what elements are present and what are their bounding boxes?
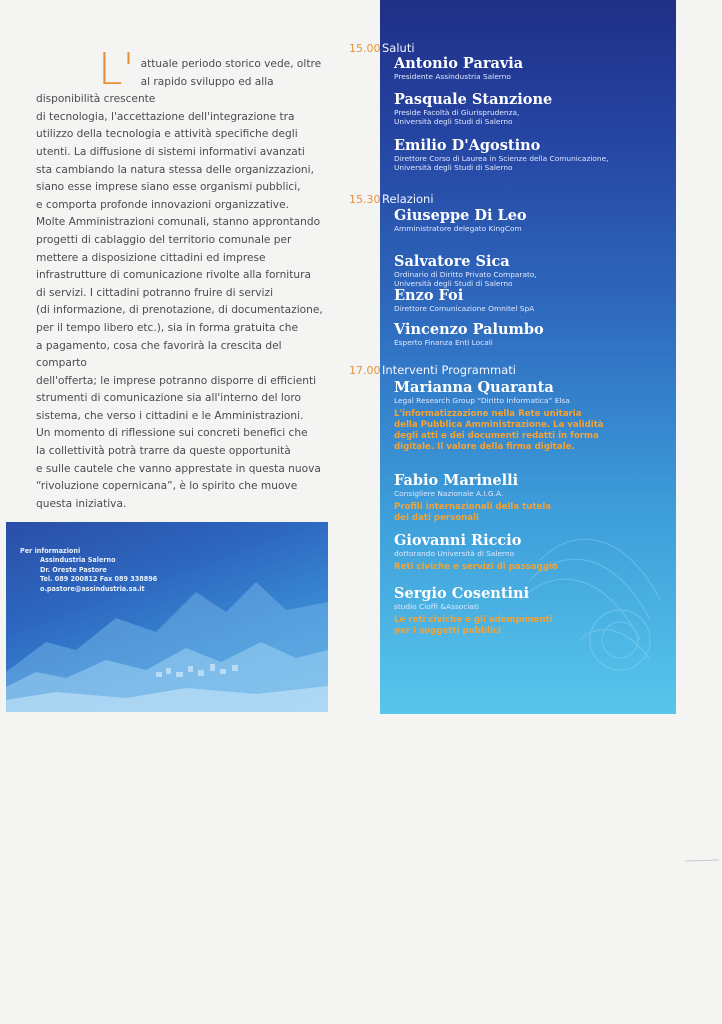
speaker-role: Amministratore delegato KingCom: [394, 224, 522, 233]
intro-line: di tecnologia, l'accettazione dell'integrazione tra: [36, 110, 295, 123]
speaker-role: Università degli Studi di Salerno: [394, 117, 513, 127]
speaker-entry: [394, 288, 674, 313]
speaker-name: Sergio Cosentini: [394, 585, 530, 602]
speaker-role: Legal Research Group “Diritto Informatica” Elsa: [394, 396, 570, 405]
session-title: Saluti: [382, 41, 415, 55]
intro-line: Un momento di riflessione sui concreti benefici che: [36, 427, 308, 440]
topic-line: per i soggetti pubblici: [394, 626, 501, 637]
speaker-name: Antonio Paravia: [394, 55, 524, 72]
topic-line: Reti civiche e servizi di passaggio: [394, 562, 558, 573]
speaker-entry: [394, 138, 674, 173]
intro-line: utilizzo della tecnologia e attività specifiche degli: [36, 128, 298, 141]
info-email[interactable]: o.pastore@assindustria.sa.it: [40, 583, 145, 593]
session-title: Relazioni: [382, 192, 434, 206]
speaker-entry: [394, 586, 674, 637]
speaker-entry: [394, 533, 674, 573]
speaker-role: Presidente Assindustria Salerno: [394, 72, 511, 81]
speaker-name: Giuseppe Di Leo: [394, 207, 527, 224]
intro-line: (di informazione, di prenotazione, di documentazione,: [36, 304, 323, 317]
speaker-role: Preside Facoltà di Giurisprudenza,: [394, 108, 520, 117]
speaker-name: Salvatore Sica: [394, 253, 510, 270]
topic-line: digitale. Il valore della firma digitale.: [394, 441, 575, 452]
session-title: Interventi Programmati: [382, 363, 516, 377]
intro-line: dell'offerta; le imprese potranno disporre di efficienti: [36, 374, 317, 387]
intro-line: mettere a disposizione cittadini ed imprese: [36, 251, 266, 264]
speaker-name: Emilio D'Agostino: [394, 137, 541, 154]
session-time: 15.30: [349, 193, 381, 206]
speaker-entry: [394, 92, 674, 127]
intro-line: a pagamento, cosa che favorirà la crescita del comparto: [36, 339, 282, 370]
speaker-entry: [394, 56, 674, 81]
talk-topic: [394, 615, 674, 637]
topic-line: della Pubblica Amministrazione. La validità: [394, 420, 604, 431]
topic-line: L'informatizzazione nella Rete unitaria: [394, 409, 582, 420]
intro-line: di servizi. I cittadini potranno fruire di servizi: [36, 286, 274, 299]
talk-topic: [394, 502, 674, 524]
speaker-name: Marianna Quaranta: [394, 379, 554, 396]
speaker-name: Vincenzo Palumbo: [394, 321, 544, 338]
intro-line: sistema, che verso i cittadini e le Amministrazioni.: [36, 409, 304, 422]
speaker-name: Fabio Marinelli: [394, 472, 519, 489]
speaker-name: Giovanni Riccio: [394, 532, 522, 549]
speaker-role: Esperto Finanza Enti Locali: [394, 338, 493, 347]
topic-line: Profili internazionali della tutela: [394, 502, 552, 513]
speaker-role: Università degli Studi di Salerno: [394, 279, 513, 289]
topic-line: degli atti e dei documenti redatti in forma: [394, 431, 599, 441]
topic-line: Le reti civiche e gli adempimenti: [394, 615, 553, 626]
speaker-entry: [394, 473, 674, 524]
speaker-entry: [394, 322, 674, 347]
speaker-role: Ordinario di Diritto Privato Comparato,: [394, 270, 537, 279]
speaker-role: studio Cioffi &Associati: [394, 602, 479, 611]
speaker-role: Università degli Studi di Salerno: [394, 163, 513, 173]
intro-line: progetti di cablaggio del territorio comunale per: [36, 233, 292, 246]
intro-line: Molte Amministrazioni comunali, stanno approntando: [36, 216, 321, 229]
speaker-name: Enzo Foi: [394, 287, 464, 304]
info-phone: Tel. 089 200812 Fax 089 338896: [40, 574, 158, 584]
speaker-role: Consigliere Nazionale A.I.G.A.: [394, 489, 504, 498]
talk-topic: [394, 562, 674, 573]
speaker-name: Pasquale Stanzione: [394, 91, 553, 108]
intro-line: sta cambiando la natura stessa delle organizzazioni,: [36, 163, 314, 176]
intro-line: per il tempo libero etc.), sia in forma gratuita che: [36, 321, 298, 334]
session-time: 17.00: [349, 364, 381, 377]
info-contact-person: Dr. Oreste Pastore: [40, 564, 107, 574]
intro-line: utenti. La diffusione di sistemi informativi avanzati: [36, 145, 305, 158]
topic-line: dei dati personali: [394, 513, 479, 524]
speaker-entry: [394, 208, 674, 233]
contact-info: [20, 546, 157, 593]
speaker-role: Direttore Comunicazione Omnitel SpA: [394, 304, 535, 313]
intro-paragraph: [36, 56, 326, 513]
drop-cap: L': [98, 44, 135, 95]
intro-line: “rivoluzione copernicana”, è lo spirito che muove: [36, 480, 298, 493]
intro-line: siano esse imprese siano esse organismi pubblici,: [36, 181, 301, 194]
speaker-entry: [394, 380, 674, 453]
speaker-entry: [394, 254, 674, 289]
intro-line: la collettività potrà trarre da queste opportunità: [36, 445, 291, 458]
scan-mark: [685, 856, 719, 866]
intro-line: questa iniziativa.: [36, 497, 127, 510]
intro-line: attuale periodo storico vede, oltre: [140, 58, 322, 70]
intro-line: infrastrutture di comunicazione rivolte alla fornitura: [36, 269, 311, 282]
intro-line: e comporta profonde innovazioni organizzative.: [36, 198, 289, 211]
session-time: 15.00: [349, 42, 381, 55]
info-org: Assindustria Salerno: [40, 555, 116, 565]
intro-text: [36, 44, 326, 513]
intro-line: al rapido sviluppo ed alla disponibilità crescente: [36, 75, 274, 106]
speaker-role: dottorando Università di Salerno: [394, 549, 515, 558]
info-box: [6, 522, 328, 712]
intro-line: e sulle cautele che vanno apprestate in questa nuova: [36, 462, 321, 475]
speaker-role: Direttore Corso di Laurea in Scienze della Comunicazione,: [394, 154, 609, 163]
info-heading: Per informazioni: [20, 546, 81, 555]
intro-line: strumenti di comunicazione sia all'interno del loro: [36, 392, 301, 405]
talk-topic: [394, 409, 674, 452]
